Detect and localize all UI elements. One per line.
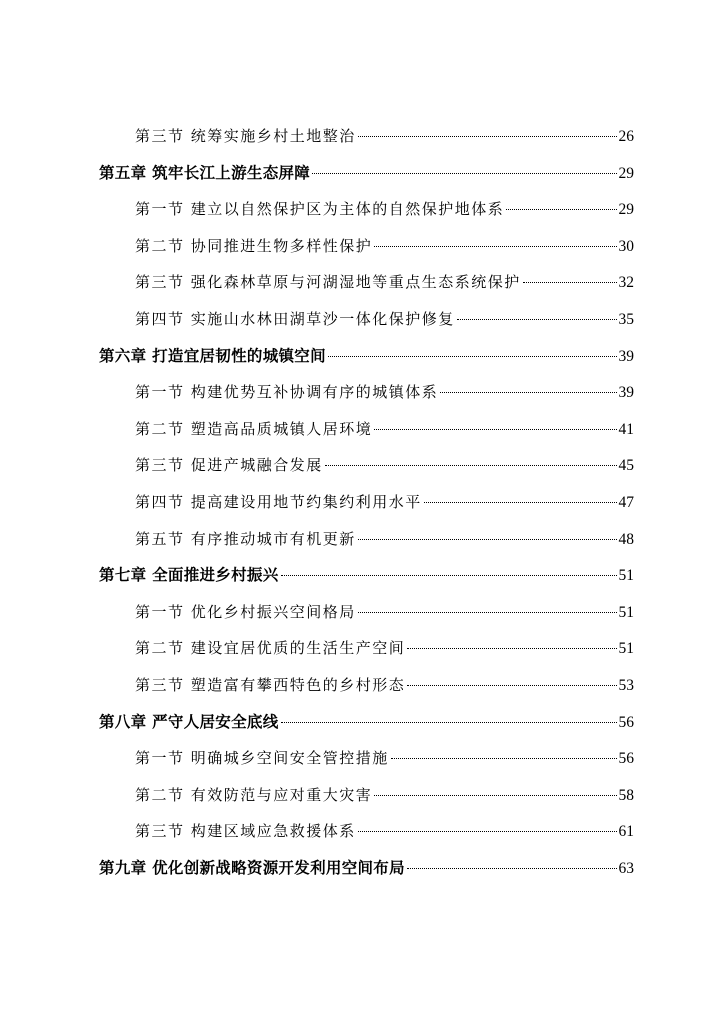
toc-entry-section[interactable] (99, 191, 634, 228)
toc-entry-section[interactable] (99, 667, 634, 704)
toc-entry-title: 第一节 优化乡村振兴空间格局 (135, 602, 356, 621)
toc-entry-page: 39 (618, 347, 634, 365)
toc-entry-section[interactable] (99, 447, 634, 484)
toc-entry-section[interactable] (99, 777, 634, 814)
dot-leader (374, 795, 616, 796)
toc-entry-title: 第一节 建立以自然保护区为主体的自然保护地体系 (135, 200, 505, 219)
dot-leader (312, 173, 616, 174)
toc-entry-page: 26 (618, 128, 634, 145)
toc-entry-title: 第九章 优化创新战略资源开发利用空间布局 (99, 858, 405, 877)
toc-entry-page: 35 (618, 310, 634, 328)
toc-entry-title: 第二节 协同推进生物多样性保护 (135, 236, 373, 255)
toc-entry-page: 51 (618, 603, 634, 621)
dot-leader (407, 685, 616, 686)
toc-entry-page: 51 (618, 567, 634, 585)
dot-leader (424, 502, 617, 503)
dot-leader (358, 136, 617, 137)
toc-entry-title: 第一节 构建优势互补协调有序的城镇体系 (135, 383, 439, 402)
toc-entry-section[interactable] (99, 374, 634, 411)
toc-entry-page: 56 (618, 750, 634, 768)
toc-entry-section[interactable] (99, 484, 634, 521)
toc-entry-section[interactable] (99, 740, 634, 777)
toc-entry-chapter[interactable] (99, 704, 634, 741)
toc-entry-title: 第四节 提高建设用地节约集约利用水平 (135, 492, 422, 511)
toc-entry-title: 第三节 统筹实施乡村土地整治 (135, 127, 356, 145)
dot-leader (281, 722, 617, 723)
toc-entry-title: 第三节 塑造富有攀西特色的乡村形态 (135, 675, 406, 694)
toc-entry-page: 61 (618, 823, 634, 841)
toc-entry-title: 第二节 有效防范与应对重大灾害 (135, 785, 373, 804)
toc-entry-section[interactable] (99, 301, 634, 338)
dot-leader (440, 392, 616, 393)
toc-entry-title: 第二节 建设宜居优质的生活生产空间 (135, 639, 406, 658)
toc-entry-title: 第三节 强化森林草原与河湖湿地等重点生态系统保护 (135, 273, 521, 292)
dot-leader (281, 575, 617, 576)
toc-entry-section[interactable] (99, 411, 634, 448)
toc-entry-section[interactable] (99, 630, 634, 667)
toc-entry-chapter[interactable] (99, 557, 634, 594)
toc-entry-page: 48 (618, 530, 634, 548)
dot-leader (391, 758, 617, 759)
toc-entry-section[interactable] (99, 118, 634, 155)
dot-leader (506, 209, 616, 210)
toc-entry-page: 29 (618, 164, 634, 182)
toc-entry-title: 第六章 打造宜居韧性的城镇空间 (99, 346, 326, 365)
toc-entry-page: 47 (618, 493, 634, 511)
toc-entry-page: 45 (618, 457, 634, 475)
table-of-contents (99, 118, 634, 886)
toc-entry-page: 63 (618, 859, 634, 877)
toc-entry-chapter[interactable] (99, 338, 634, 375)
toc-entry-page: 32 (618, 274, 634, 292)
toc-entry-section[interactable] (99, 264, 634, 301)
dot-leader (358, 831, 617, 832)
toc-entry-page: 53 (618, 676, 634, 694)
toc-entry-title: 第二节 塑造高品质城镇人居环境 (135, 419, 373, 438)
toc-entry-page: 29 (618, 201, 634, 219)
toc-entry-page: 58 (618, 786, 634, 804)
toc-entry-page: 56 (618, 713, 634, 731)
dot-leader (407, 868, 617, 869)
toc-entry-title: 第一节 明确城乡空间安全管控措施 (135, 749, 389, 768)
toc-entry-title: 第三节 构建区域应急救援体系 (135, 822, 356, 841)
dot-leader (358, 612, 617, 613)
toc-entry-page: 41 (618, 420, 634, 438)
dot-leader (328, 356, 617, 357)
toc-entry-title: 第五节 有序推动城市有机更新 (135, 529, 356, 548)
toc-entry-chapter[interactable] (99, 850, 634, 887)
toc-entry-page: 51 (618, 640, 634, 658)
toc-entry-section[interactable] (99, 813, 634, 850)
dot-leader (374, 429, 616, 430)
dot-leader (325, 465, 617, 466)
toc-entry-title: 第七章 全面推进乡村振兴 (99, 566, 279, 585)
toc-entry-page: 39 (618, 384, 634, 402)
dot-leader (457, 319, 617, 320)
toc-entry-section[interactable] (99, 521, 634, 558)
dot-leader (407, 648, 616, 649)
toc-entry-page: 30 (618, 237, 634, 255)
dot-leader (358, 539, 617, 540)
toc-entry-title: 第八章 严守人居安全底线 (99, 712, 279, 731)
toc-entry-chapter[interactable] (99, 155, 634, 192)
dot-leader (523, 282, 617, 283)
toc-entry-section[interactable] (99, 594, 634, 631)
toc-entry-title: 第五章 筑牢长江上游生态屏障 (99, 163, 311, 182)
toc-entry-title: 第四节 实施山水林田湖草沙一体化保护修复 (135, 309, 455, 328)
toc-entry-title: 第三节 促进产城融合发展 (135, 456, 323, 475)
dot-leader (374, 246, 616, 247)
toc-entry-section[interactable] (99, 228, 634, 265)
